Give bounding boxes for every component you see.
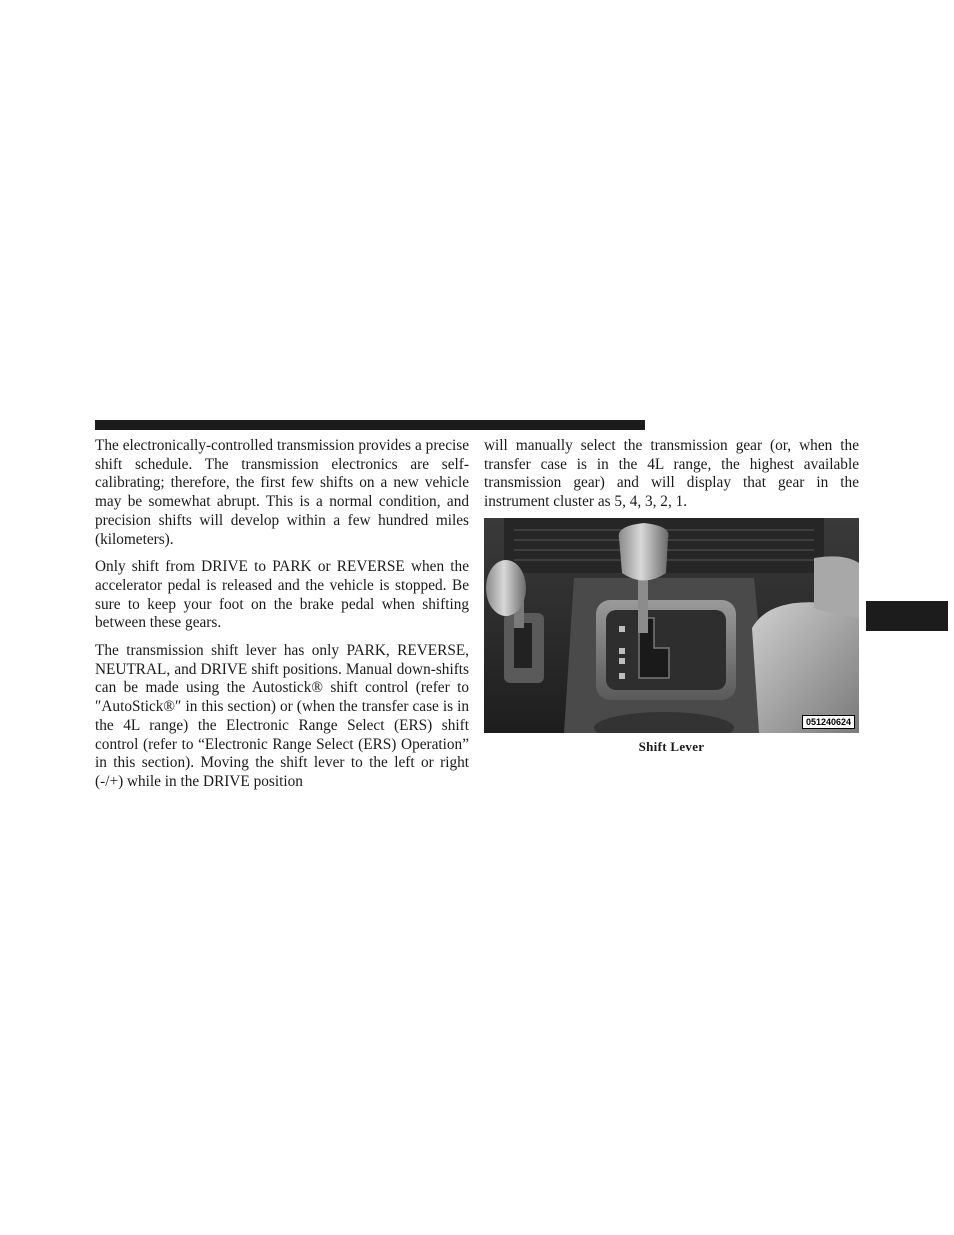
shift-lever-photo: [484, 518, 859, 733]
paragraph-shift-caution: Only shift from DRIVE to PARK or REVERSE when the accelerator pedal is released and the vehicle is stopped. Be sure to keep your foot on the brake pedal when shifting between these gears.: [95, 558, 469, 632]
chapter-tab: [866, 601, 948, 631]
paragraph-calibration: The electronically-controlled transmission provides a precise shift schedule. The transmission electronics are self-calibrating; therefore, the first few shifts on a new vehicle may be somewhat abrupt. This is a normal condition, and precision shifts will develop within a few hundred miles (kilometers).: [95, 437, 469, 548]
section-header-rule: [95, 420, 645, 430]
shift-lever-illustration: [484, 518, 859, 733]
left-column: [95, 437, 469, 801]
figure-caption: Shift Lever: [638, 739, 705, 754]
right-column: [484, 437, 859, 521]
paragraph-manual-select: will manually select the transmission gear (or, when the transfer case is in the 4L range, the highest available transmission gear) and will display that gear in the instrument cluster as 5, 4, 3, 2, 1.: [484, 437, 859, 511]
paragraph-shift-positions: The transmission shift lever has only PARK, REVERSE, NEUTRAL, and DRIVE shift positions. Manual down-shifts can be made using the Autostick® shift control (refer to ″AutoStick®″ in this section) or (when the transfer case is in the 4L range) the Electronic Range Select (ERS) shift control (refer to “Electronic Range Select (ERS) Operation” in this section). Moving the shift lever to the left or right (-/+) while in the DRIVE position: [95, 642, 469, 790]
figure-code: 051240624: [802, 715, 855, 729]
